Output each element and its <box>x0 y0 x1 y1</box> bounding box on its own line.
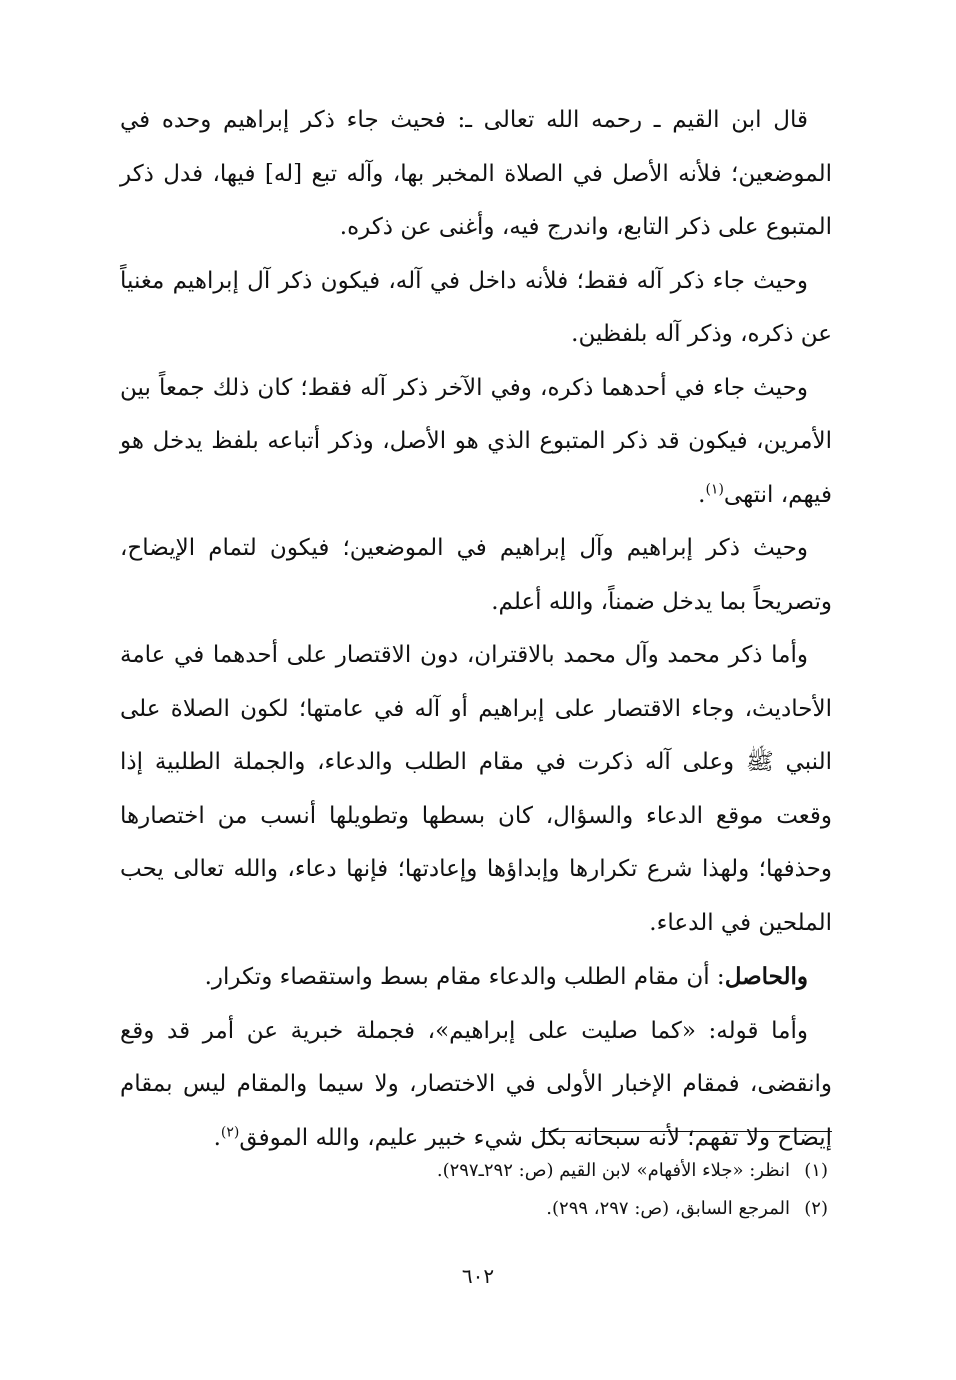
paragraph-3 <box>120 362 832 523</box>
footnote-separator <box>540 1131 832 1132</box>
paragraph-6-text: : أن مقام الطلب والدعاء مقام بسط واستقصاء وتكرار. <box>204 964 725 990</box>
footnote-1-number: (١) <box>804 1160 828 1181</box>
footnote-1 <box>120 1152 832 1190</box>
footnote-2-number: (٢) <box>804 1198 828 1219</box>
paragraph-7-tail: . <box>213 1124 221 1151</box>
paragraph-7-text: وأما قوله: «كما صليت على إبراهيم»، فجملة خبرية عن أمر قد وقع وانقضى، فمقام الإخبار الأولى في الاختصار، ولا سيما والمقام ليس بمقام إيضاح ولا تفهم؛ لأنه سبحانه بكل شيء خبير عليم، والله الموفق <box>120 1017 832 1151</box>
page-number: ٦٠٢ <box>461 1264 495 1288</box>
paragraph-4-text: وحيث ذكر إبراهيم وآل إبراهيم في الموضعين؛ فيكون لتمام الإيضاح، وتصريحاً بما يدخل ضمناً، والله أعلم. <box>120 535 832 615</box>
paragraph-7 <box>120 1005 832 1166</box>
paragraph-6 <box>120 950 832 1005</box>
footnote-1-text: انظر: «جلاء الأفهام» لابن القيم (ص: ٢٩٢ـ٢٩٧). <box>436 1160 790 1181</box>
paragraph-2-text: وحيث جاء ذكر آله فقط؛ فلأنه داخل في آله، فيكون ذكر آل إبراهيم مغنياً عن ذكره، وذكر آله بلفظين. <box>120 267 832 347</box>
paragraph-4 <box>120 522 832 629</box>
paragraph-3-tail: . <box>698 481 706 508</box>
paragraph-2 <box>120 255 832 362</box>
paragraph-3-text: وحيث جاء في أحدهما ذكره، وفي الآخر ذكر آله فقط؛ كان ذلك جمعاً بين الأمرين، فيكون قد ذكر المتبوع الذي هو الأصل، وذكر أتباعه بلفظ يدخل هو فيهم، انتهى <box>120 374 832 508</box>
paragraph-1-text: قال ابن القيم ـ رحمه الله تعالى ـ: فحيث جاء ذكر إبراهيم وحده في الموضعين؛ فلأنه الأصل في الصلاة المخبر بها، وآله تبع [له] فيها، فدل ذكر المتبوع على ذكر التابع، واندرج فيه، وأغنى عن ذكره. <box>120 107 832 240</box>
paragraph-1 <box>120 94 832 255</box>
summary-term: والحاصل <box>724 963 808 990</box>
footnote-ref-2: (٢) <box>220 1123 240 1140</box>
footnote-ref-1: (١) <box>705 480 724 497</box>
footnotes <box>120 1152 832 1228</box>
paragraph-5-text: وأما ذكر محمد وآل محمد بالاقتران، دون الاقتصار على أحدهما في عامة الأحاديث، وجاء الاقتصار على إبراهيم أو آله في عامتها؛ لكون الصلاة على النبي ﷺ وعلى آله ذكرت في مقام الطلب والدعاء، والجملة الطلبية إذا وقعت موقع الدعاء والسؤال، كان بسطها وتطويلها أنسب من اختصارها وحذفها؛ ولهذا شرع تكرارها وإبداؤها وإعادتها؛ فإنها دعاء، والله تعالى يحب الملحين في الدعاء. <box>120 642 832 936</box>
paragraph-5 <box>120 629 832 950</box>
footnote-2-text: المرجع السابق، (ص: ٢٩٧، ٢٩٩). <box>546 1198 790 1219</box>
footnote-2 <box>120 1190 832 1228</box>
main-text <box>120 94 832 1165</box>
